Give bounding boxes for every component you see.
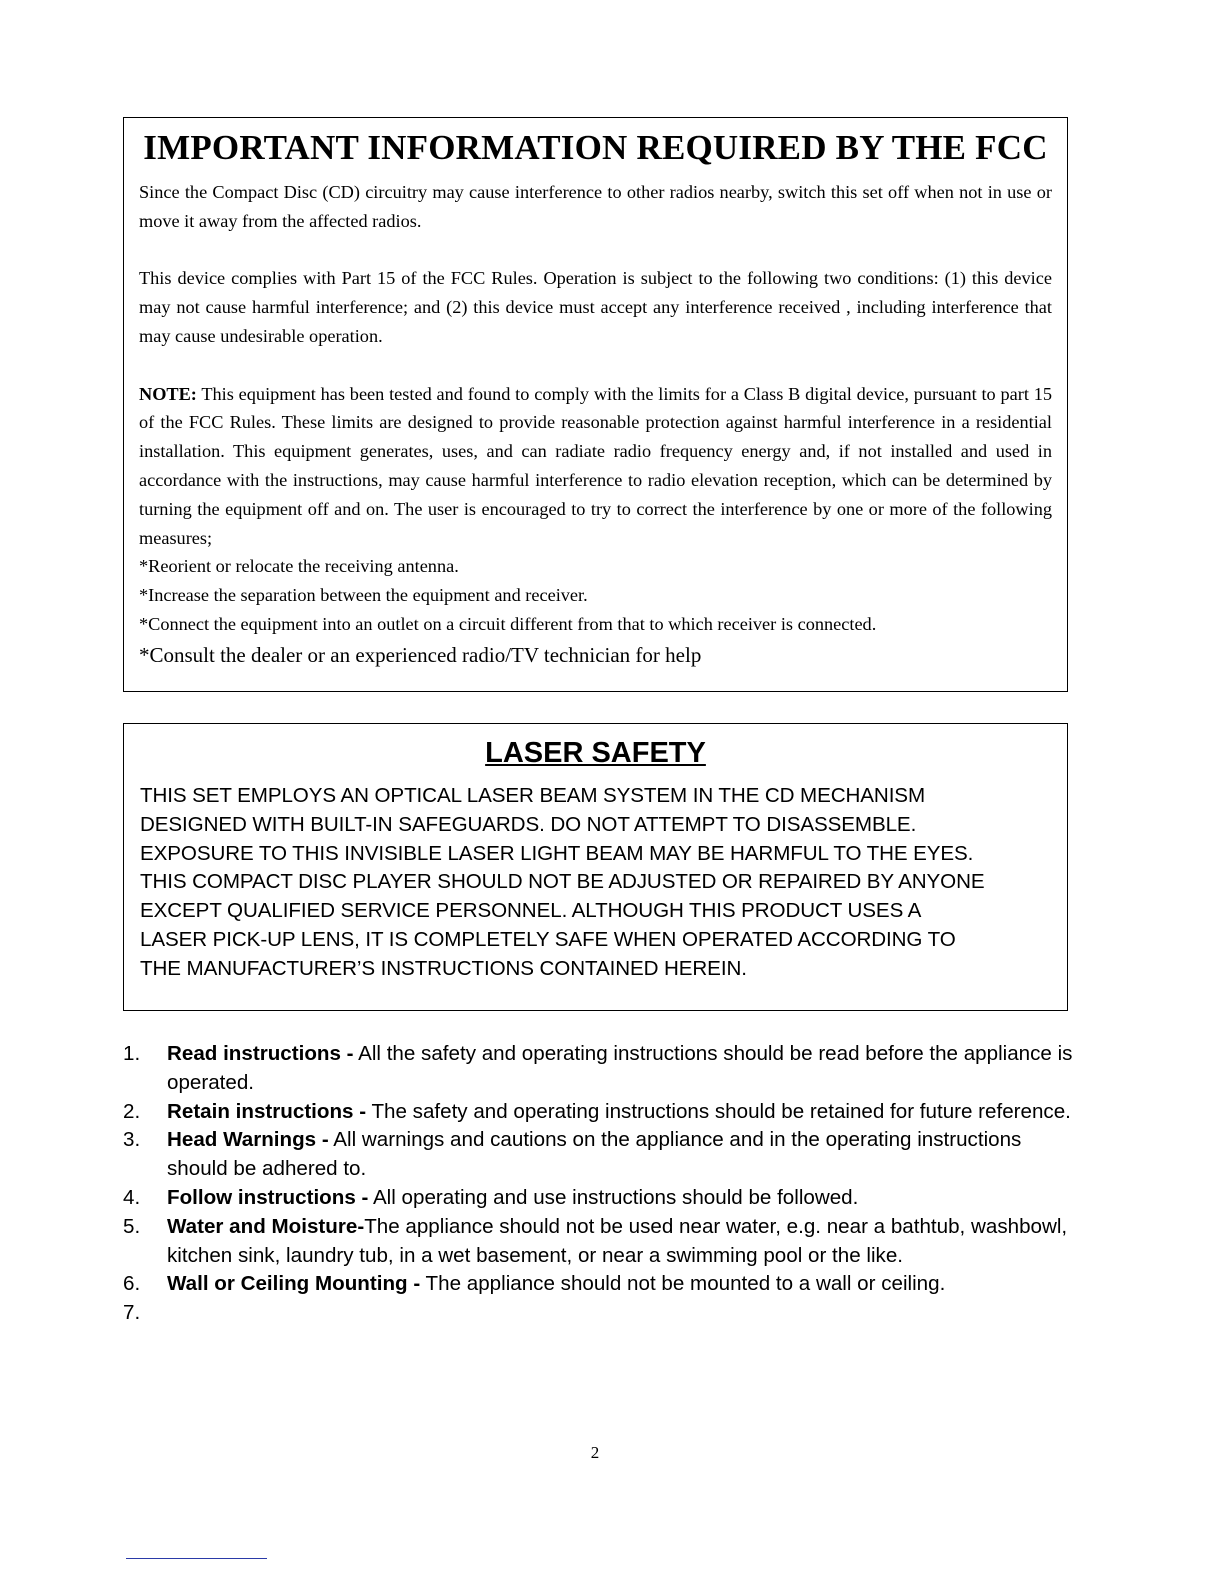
fcc-measure: *Reorient or relocate the receiving antenna. <box>139 556 459 577</box>
fcc-title: IMPORTANT INFORMATION REQUIRED BY THE FCC <box>143 128 1048 167</box>
footnote-separator <box>126 1558 267 1559</box>
fcc-measure: *Increase the separation between the equipment and receiver. <box>139 585 588 606</box>
page-number: 2 <box>590 1443 600 1462</box>
list-item <box>123 1213 1083 1271</box>
list-item-text: The appliance should not be mounted to a wall or ceiling. <box>420 1272 946 1296</box>
list-item-number: 1. <box>123 1042 141 1065</box>
list-item-text: All warnings and cautions on the appliance and in the operating instructions should be adhered to. <box>167 1128 1022 1181</box>
laser-line: EXCEPT QUALIFIED SERVICE PERSONNEL. ALTHOUGH THIS PRODUCT USES A <box>140 899 922 923</box>
list-item-label: Water and Moisture- <box>167 1214 365 1238</box>
list-item-number: 6. <box>123 1272 141 1296</box>
list-item-text: All the safety and operating instructions should be read before the appliance is operated. <box>167 1042 1073 1094</box>
laser-title: LASER SAFETY <box>485 737 706 769</box>
laser-safety-box <box>123 723 1068 1011</box>
fcc-measure-last: *Consult the dealer or an experienced radio/TV technician for help <box>139 642 702 667</box>
list-item <box>123 1270 1083 1299</box>
fcc-measure: *Connect the equipment into an outlet on a circuit different from that to which receiver is connected. <box>139 613 877 634</box>
fcc-paragraph-2: This device complies with Part 15 of the FCC Rules. Operation is subject to the following two conditions: (1) this device may not cause harmful interference; and (2) this device must accept any interference received , including interference that may cause undesirable operation. <box>139 268 1052 346</box>
fcc-paragraph-1: Since the Compact Disc (CD) circuitry may cause interference to other radios nearby, switch this set off when not in use or move it away from the affected radios. <box>139 182 1052 231</box>
laser-body <box>140 782 1053 984</box>
list-item-label: Read instructions - <box>167 1042 354 1065</box>
list-item-label: Wall or Ceiling Mounting - <box>167 1272 421 1296</box>
list-item <box>123 1184 1083 1213</box>
list-item-label: Follow instructions - <box>167 1185 369 1209</box>
list-item <box>123 1040 1083 1098</box>
list-item <box>123 1098 1083 1127</box>
fcc-body <box>139 178 1052 671</box>
list-item-text: The appliance should not be used near water, e.g. near a bathtub, washbowl, kitchen sink, laundry tub, in a wet basement, or near a swimming pool or the like. <box>167 1214 1068 1267</box>
list-item-number: 7. <box>123 1301 141 1325</box>
fcc-note-label: NOTE: <box>139 383 197 404</box>
laser-line: THE MANUFACTURER’S INSTRUCTIONS CONTAINED HEREIN. <box>140 956 747 980</box>
fcc-note-text: This equipment has been tested and found to comply with the limits for a Class B digital device, pursuant to part 15 of the FCC Rules. These limits are designed to provide reasonable protection against harmful interference in a residential installation. This equipment generates, uses, and can radiate radio frequency energy and, if not installed and used in accordance with the instructions, may cause harmful interference to radio elevation reception, which can be determined by turning the equipment off and on. The user is encouraged to try to correct the interference by one or more of the following measures; <box>139 383 1052 548</box>
list-item-label: Retain instructions - <box>167 1099 367 1123</box>
list-item-number: 2. <box>123 1099 141 1123</box>
list-item-text: The safety and operating instructions should be retained for future reference. <box>366 1099 1071 1123</box>
list-item-number: 3. <box>123 1128 141 1152</box>
laser-line: DESIGNED WITH BUILT-IN SAFEGUARDS. DO NOT ATTEMPT TO DISASSEMBLE. <box>140 812 917 836</box>
laser-line: THIS COMPACT DISC PLAYER SHOULD NOT BE ADJUSTED OR REPAIRED BY ANYONE <box>140 870 985 894</box>
laser-line: THIS SET EMPLOYS AN OPTICAL LASER BEAM SYSTEM IN THE CD MECHANISM <box>140 784 926 807</box>
list-item-text: All operating and use instructions should be followed. <box>368 1185 859 1209</box>
list-item <box>123 1126 1083 1184</box>
list-item-number: 4. <box>123 1185 141 1209</box>
laser-line: LASER PICK-UP LENS, IT IS COMPLETELY SAFE WHEN OPERATED ACCORDING TO <box>140 927 956 951</box>
list-item-label: Head Warnings - <box>167 1128 329 1152</box>
fcc-notice-box <box>123 117 1068 692</box>
laser-line: EXPOSURE TO THIS INVISIBLE LASER LIGHT BEAM MAY BE HARMFUL TO THE EYES. <box>140 841 974 865</box>
safety-rules-list <box>123 1040 1083 1325</box>
list-item-number: 5. <box>123 1214 141 1238</box>
fcc-note <box>139 380 1052 553</box>
